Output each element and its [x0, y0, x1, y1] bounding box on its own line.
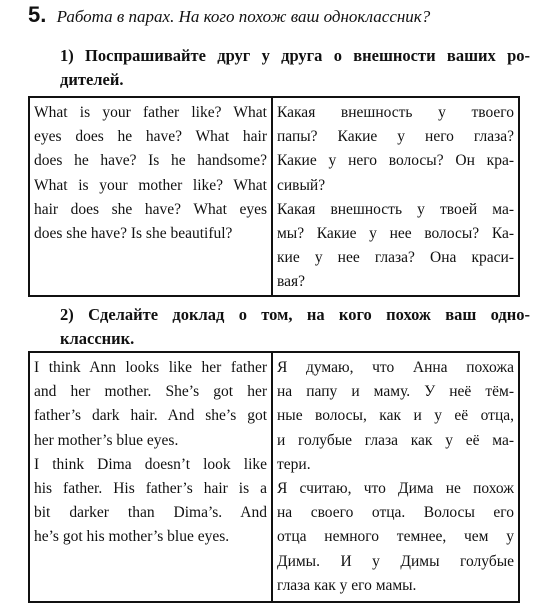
task2-russian-cell [272, 352, 519, 602]
text-line: Какие у него волосы? Он кра- [277, 152, 514, 170]
text-line: кие у нее глаза? Она краси- [277, 249, 514, 267]
text-line: Я думаю, что Анна похожа [277, 359, 514, 376]
task2-heading [60, 303, 530, 351]
task2-heading-line2: классник. [60, 329, 135, 348]
text-line: his father. His father’s hair is a [34, 480, 267, 498]
task1-heading [60, 44, 530, 92]
exercise-title [28, 4, 538, 28]
exercise-title-text: Работа в парах. На кого похож ваш одноклассник? [56, 7, 431, 26]
text-line: What is your mother like? What [34, 176, 267, 194]
text-line: Какая внешность у твоего [277, 104, 514, 121]
text-line: and her mother. She’s got her [34, 383, 267, 401]
text-line: Какая внешность у твоей ма- [277, 200, 514, 218]
text-line: he’s got his mother’s blue eyes. [34, 528, 230, 546]
text-line: на папу и маму. У неё тём- [277, 383, 514, 401]
text-line: does she have? Is she beautiful? [34, 225, 233, 243]
exercise-number: 5. [28, 2, 47, 27]
text-line: hair does she have? What eyes [34, 200, 267, 218]
text-line: does he have? Is he handsome? [34, 152, 267, 170]
task2-heading-line1: 2) Сделайте доклад о том, на кого похож ваш одно- [60, 305, 530, 324]
text-line: и голубые глаза как у её ма- [277, 431, 514, 449]
text-line: bit darker than Dima’s. And [34, 504, 267, 522]
text-line: Я считаю, что Дима не похож [277, 480, 514, 498]
text-line: сивый? [277, 176, 326, 194]
task1-table-row [29, 97, 519, 296]
task2-table-row [29, 352, 519, 602]
task2-table [28, 351, 520, 603]
text-line: вая? [277, 273, 306, 291]
text-line: папы? Какие у него глаза? [277, 128, 514, 146]
task1-heading-line1: 1) Поспрашивайте друг у друга о внешности ваших ро- [60, 46, 530, 65]
text-line: отца немного темнее, чем у [277, 528, 514, 546]
text-line: I think Dima doesn’t look like [34, 455, 267, 473]
task2-english-cell [29, 352, 272, 602]
task1-table [28, 96, 520, 297]
text-line: на своего отца. Волосы его [277, 504, 514, 522]
text-line: тери. [277, 455, 311, 473]
task1-russian-cell [272, 97, 519, 296]
task1-english-cell [29, 97, 272, 296]
text-line: Димы. И у Димы голубые [277, 552, 514, 570]
text-line: ные волосы, как и у её отца, [277, 407, 514, 425]
text-line: What is your father like? What [34, 104, 267, 121]
text-line: глаза как у его мамы. [277, 576, 417, 594]
text-line: I think Ann looks like her father [34, 359, 267, 376]
task1-heading-line2: дителей. [60, 70, 124, 89]
text-line: father’s dark hair. And she’s got [34, 407, 267, 425]
text-line: her mother’s blue eyes. [34, 431, 179, 449]
text-line: мы? Какие у нее волосы? Ка- [277, 225, 514, 243]
text-line: eyes does he have? What hair [34, 128, 267, 146]
